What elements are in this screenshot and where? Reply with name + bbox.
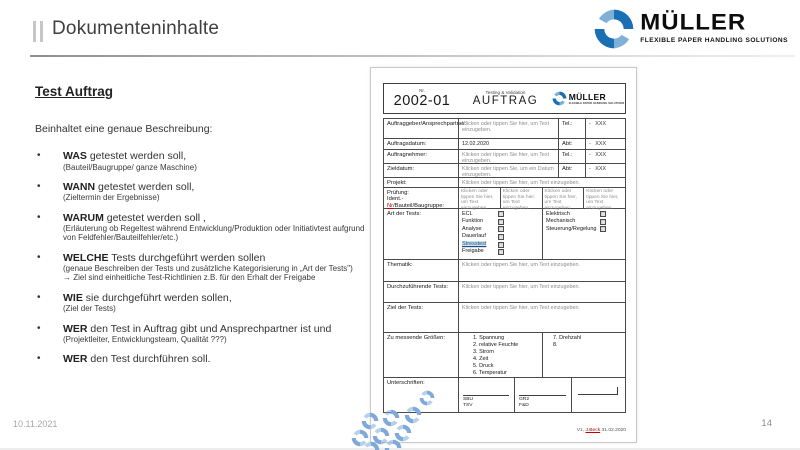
highlighted-test-label: Stresstest [462, 240, 487, 247]
dept-label: Testing & Validation [485, 90, 526, 95]
bullet-text: sie durchgeführt werden sollen, [82, 291, 232, 304]
text-input-field[interactable]: Klicken oder tippen Sie hier, um Text einzugeben. [542, 188, 584, 208]
bullet-subtext: (Erläuterung ob Regeltest während Entwicklung/Produktion oder Initiativtest aufgrund von Feldfehler/Bauteilfehler/etc.) [63, 224, 365, 243]
checkbox-label: Mechanisch [546, 218, 576, 225]
measure-item: 3. Strom [473, 349, 494, 355]
bullet-warum [35, 212, 365, 243]
text-input-field[interactable]: Klicken oder tippen Sie hier, um Text einzugeben. [458, 119, 558, 138]
version-date: 31.02.2020 [601, 428, 626, 433]
signature-cell-2[interactable] [514, 378, 571, 412]
row-art-der-tests [384, 208, 625, 259]
field-value: - XXX [585, 119, 625, 138]
bullet-keyword: WARUM [63, 211, 104, 224]
row-thematik [384, 259, 625, 281]
row-ziel-der-tests [384, 302, 625, 332]
row-auftraggeber [384, 119, 625, 138]
text-input-field[interactable]: Klicken oder tippen Sie hier, um Text einzugeben. [500, 188, 542, 208]
checkbox-label: Dauerlauf [462, 233, 486, 240]
row-auftragnehmer [384, 149, 625, 163]
checkbox-label: Elektrisch [546, 210, 570, 217]
field-label: Projekt: [387, 179, 407, 186]
field-label: Abt: [558, 164, 585, 177]
row-zieldatum [384, 163, 625, 177]
logo-name: MÜLLER [640, 10, 747, 35]
field-label: Auftraggeber/Ansprechpartner: [387, 120, 467, 127]
text-input-field[interactable]: Klicken oder tippen Sie hier, um Text einzugeben. [458, 150, 558, 163]
logo-tagline: FLEXIBLE PAPER HANDLING SOLUTIONS [568, 101, 625, 105]
row-auftragsdatum [384, 138, 625, 149]
version-author: J.Beck [585, 428, 601, 433]
signature-line [519, 395, 566, 396]
field-label: Zu messende Größen: [387, 334, 445, 341]
swirl-watermark-icon [404, 406, 422, 424]
mueller-swirl-icon [593, 8, 635, 50]
section-heading: Test Auftrag [35, 84, 114, 99]
form-table [383, 118, 626, 413]
form-header [383, 83, 626, 114]
field-label: Thematik: [387, 261, 413, 268]
bullet-keyword: WER [63, 353, 88, 366]
checkbox[interactable] [498, 211, 504, 217]
bullet-text: den Test durchführen soll. [87, 353, 211, 366]
field-value: - XXX [585, 164, 625, 177]
checkbox-label: Freigabe [462, 248, 484, 255]
checkbox-label: ECL [462, 210, 473, 217]
signature-cell-3[interactable] [571, 378, 625, 412]
field-value: - XXX [585, 150, 625, 163]
slide-date: 10.11.2021 [13, 419, 58, 429]
signature-role: SBU [463, 397, 474, 402]
row-pruefung [384, 187, 625, 211]
field-label: Tel.: [558, 150, 585, 163]
field-label: Abt: [558, 139, 585, 149]
row-durchzufuehrende-tests [384, 281, 625, 302]
bullet-subtext: (Ziel der Tests) [63, 304, 116, 314]
text-input-field[interactable]: Klicken oder tippen Sie hier, um Text einzugeben. [458, 282, 625, 302]
ident-label-post: /Bauteil/Baugruppe: [393, 203, 445, 210]
measure-list-2 [542, 333, 625, 377]
nr-value: 2002-01 [393, 93, 451, 109]
ident-label-marked: Nr [387, 203, 394, 210]
bullet-keyword: WER [63, 322, 88, 335]
measure-list-1 [458, 333, 542, 377]
date-input-field[interactable]: Klicken oder tippen Sie, um ein Datum einzugeben. [458, 164, 558, 177]
bullet-wer-auftrag [35, 323, 365, 345]
bullet-text: den Test in Auftrag gibt und Ansprechpartner ist und [87, 322, 332, 335]
field-label: Tel.: [558, 119, 585, 138]
measure-item: 5. Druck [473, 363, 494, 369]
measure-item: 1. Spannung [473, 335, 505, 341]
signature-line [578, 387, 618, 395]
field-label: Ziel der Tests: [387, 304, 423, 311]
form-logo [551, 84, 625, 113]
row-projekt [384, 177, 625, 187]
header-divider [30, 55, 795, 57]
field-label: Art der Tests: [387, 210, 422, 217]
measure-item: 8. [553, 342, 558, 348]
field-label: Durchzuführende Tests: [387, 283, 449, 290]
intro-text: Beinhaltet eine genaue Beschreibung: [35, 123, 213, 135]
checkbox[interactable] [498, 226, 504, 232]
checkbox[interactable] [600, 219, 606, 225]
version-note [577, 428, 626, 433]
bullet-subtext: (Bauteil/Baugruppe/ ganze Maschine) [63, 162, 197, 172]
checkbox[interactable] [498, 219, 504, 225]
bullet-keyword: WIE [63, 291, 83, 304]
bullet-keyword: WAS [63, 150, 87, 162]
swirl-watermark-icon [384, 439, 402, 450]
bullet-text: getestet werden soll , [103, 211, 206, 224]
text-input-field[interactable]: Klicken oder tippen Sie hier, um Text einzugeben. [458, 260, 625, 281]
signature-line [463, 395, 509, 396]
bullet-wie [35, 292, 365, 314]
date-value[interactable]: 12.02.2020 [458, 139, 558, 149]
bullet-keyword: WANN [63, 180, 96, 193]
swirl-watermark-icon [419, 390, 435, 406]
measure-item: 4. Zeit [473, 356, 489, 362]
signature-role: F&D [519, 402, 529, 408]
bullet-subtext: (Zieltermin der Ergebnisse) [63, 193, 160, 203]
checkbox-label: Funktion [462, 218, 484, 225]
text-input-field[interactable]: Klicken oder tippen Sie hier, um Text einzugeben. [583, 188, 625, 208]
measure-item: 7. Drehzahl [553, 335, 582, 341]
logo-tagline: FLEXIBLE PAPER HANDLING SOLUTIONS [640, 37, 788, 44]
bullet-list [35, 150, 365, 366]
bullet-wer-durchfuehren [35, 353, 365, 366]
checkbox-label: Steuerung/Regelung [546, 225, 597, 232]
company-logo [593, 8, 788, 50]
swirl-watermark-icon [362, 441, 380, 450]
field-label: Auftragsdatum: [387, 140, 427, 147]
field-label: Zieldatum: [387, 165, 415, 172]
field-label: Auftragnehmer: [387, 151, 427, 158]
title-accent-bars [33, 21, 43, 42]
bullet-text: getestet werden soll, [95, 180, 195, 193]
slide-page-number: 14 [761, 418, 772, 429]
signature-role: GR2 [519, 397, 530, 402]
auftrag-document [370, 67, 637, 443]
measure-item: 6. Temperatur [473, 370, 507, 376]
doc-title: AUFTRAG [472, 95, 539, 107]
bullet-text: getestet werden soll, [86, 150, 187, 162]
content-area [35, 84, 365, 375]
bullet-was [35, 150, 365, 172]
field-label: Unterschriften: [387, 379, 425, 386]
bullet-keyword: WELCHE [63, 251, 109, 264]
bullet-subtext: (Projektleiter, Entwicklungsteam, Qualität ???) [63, 335, 227, 345]
checkbox[interactable] [498, 234, 504, 240]
field-label [384, 188, 458, 208]
bullet-wann [35, 181, 365, 203]
test-type-group-2 [542, 209, 625, 259]
version-prefix: V1, [576, 428, 585, 433]
slide-title: Dokumenteninhalte [52, 18, 220, 39]
checkbox[interactable] [600, 211, 606, 217]
checkbox-label: Analyse [462, 225, 482, 232]
text-input-field[interactable]: Klicken oder tippen Sie hier, um Text einzugeben. [458, 188, 500, 208]
text-input-field[interactable]: Klicken oder tippen Sie hier, um Text einzugeben. [458, 178, 625, 187]
signature-role: TSV [463, 402, 473, 408]
measure-item: 2. relative Feuchte [473, 342, 519, 348]
checkbox[interactable] [498, 242, 504, 248]
nr-label: Nr. [419, 88, 425, 93]
mueller-swirl-icon [552, 91, 567, 106]
pruefung-label: Prüfung: [387, 189, 409, 196]
field-value: - XXX [585, 139, 625, 149]
ident-label-pre: Ident.- [387, 196, 404, 203]
bullet-text: Tests durchgeführt werden sollen [108, 251, 266, 264]
signature-cell-1[interactable] [458, 378, 514, 412]
text-input-field[interactable]: Klicken oder tippen Sie hier, um Text einzugeben. [458, 303, 625, 332]
bullet-welche [35, 252, 365, 283]
row-zu-messende-groessen [384, 332, 625, 377]
checkbox-label-highlighted [462, 241, 498, 249]
checkbox[interactable] [600, 226, 606, 232]
checkbox[interactable] [498, 249, 504, 255]
logo-name: MÜLLER [568, 91, 606, 102]
bullet-subtext: → Ziel sind einheitliche Test-Richtlinien z.B. für den Erhalt der Freigabe [63, 273, 316, 283]
test-type-group-1 [458, 209, 542, 259]
bullet-subtext: (genaue Beschreiben der Tests und zusätzliche Kategorisierung in „Art der Tests") [63, 264, 353, 274]
